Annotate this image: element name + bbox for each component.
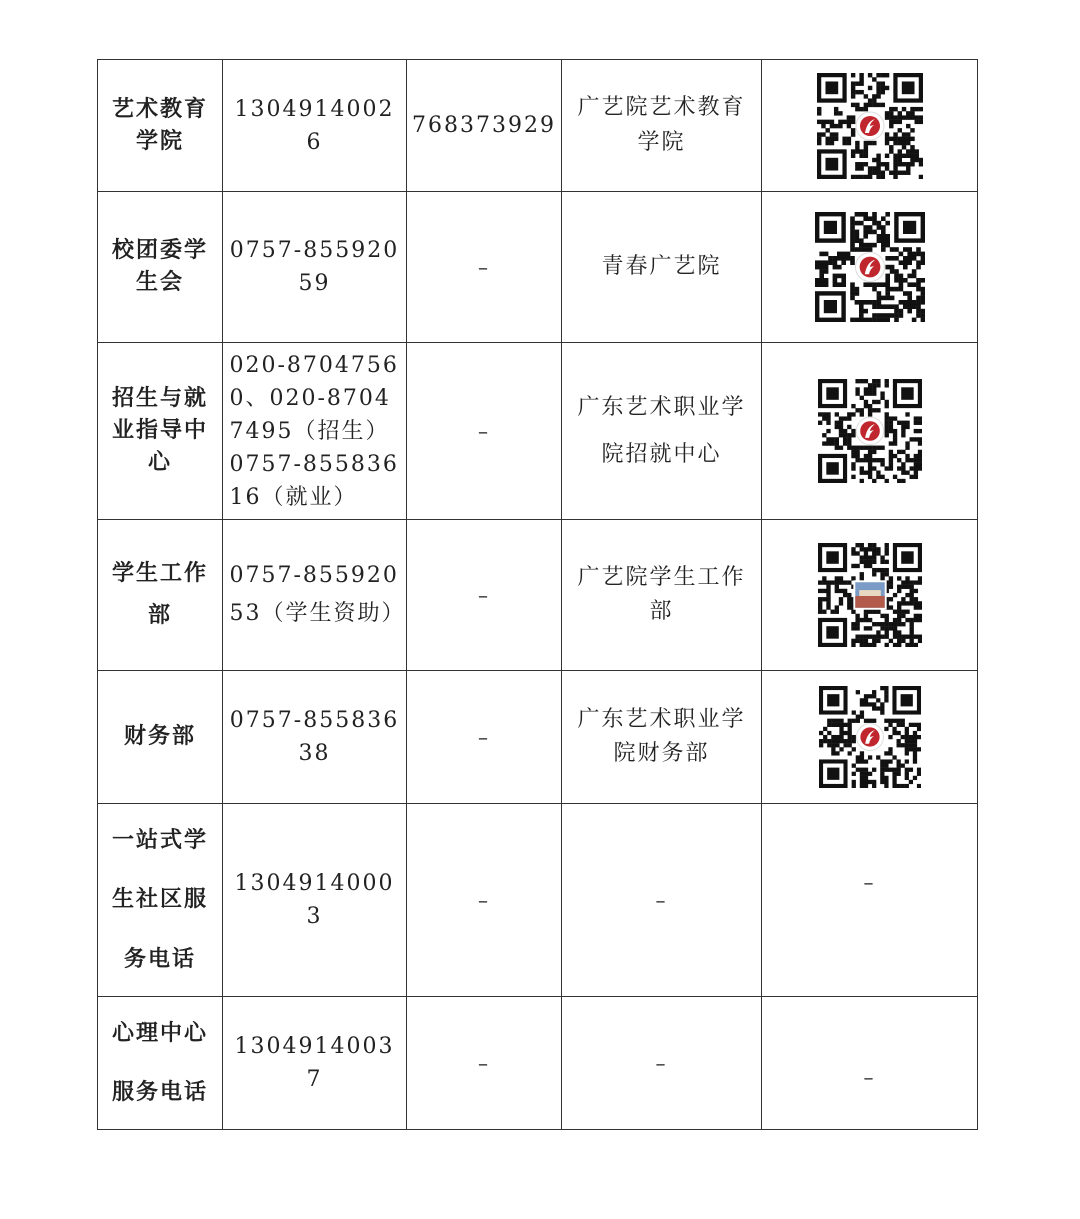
- department-cell: 财务部: [98, 671, 223, 804]
- contact-table: [97, 59, 978, 1130]
- table-row: [98, 60, 978, 192]
- department-cell: 学生工作部: [98, 520, 223, 671]
- qr-code-icon: [818, 379, 922, 483]
- department-cell: 一站式学生社区服务电话: [98, 804, 223, 997]
- qr-cell: –: [762, 804, 978, 997]
- account-cell: 广艺院艺术教育学院: [562, 60, 762, 192]
- account-cell: 广东艺术职业学院招就中心: [562, 343, 762, 520]
- account-cell: 青春广艺院: [562, 192, 762, 343]
- qq-cell: –: [407, 671, 562, 804]
- qq-cell: –: [407, 804, 562, 997]
- department-cell: 艺术教育学院: [98, 60, 223, 192]
- qq-cell: –: [407, 520, 562, 671]
- account-cell: –: [562, 804, 762, 997]
- qr-cell: [762, 520, 978, 671]
- phone-cell: 13049140037: [223, 997, 407, 1130]
- account-cell: –: [562, 997, 762, 1130]
- phone-cell: 13049140003: [223, 804, 407, 997]
- table-row: [98, 804, 978, 997]
- qr-code-icon: [815, 212, 925, 322]
- department-cell: 心理中心服务电话: [98, 997, 223, 1130]
- phone-cell: 0757-85592053（学生资助）: [223, 520, 407, 671]
- qq-cell: –: [407, 343, 562, 520]
- qq-cell: 768373929: [407, 60, 562, 192]
- qr-code-icon: [818, 543, 922, 647]
- table-row: [98, 671, 978, 804]
- qr-cell: [762, 343, 978, 520]
- account-cell: 广艺院学生工作部: [562, 520, 762, 671]
- table-row: [98, 343, 978, 520]
- qr-cell: [762, 192, 978, 343]
- qr-cell: [762, 60, 978, 192]
- table-row: [98, 520, 978, 671]
- qr-cell: –: [762, 997, 978, 1130]
- qr-code-icon: [817, 73, 923, 179]
- department-cell: 校团委学生会: [98, 192, 223, 343]
- qr-cell: [762, 671, 978, 804]
- phone-cell: 0757-85592059: [223, 192, 407, 343]
- phone-cell: 0757-85583638: [223, 671, 407, 804]
- table-row: [98, 192, 978, 343]
- qr-code-icon: [819, 686, 921, 788]
- qq-cell: –: [407, 997, 562, 1130]
- table-row: [98, 997, 978, 1130]
- account-cell: 广东艺术职业学院财务部: [562, 671, 762, 804]
- phone-cell: 13049140026: [223, 60, 407, 192]
- phone-cell: 020-87047560、020-87047495（招生）0757-85583616（就业）: [223, 343, 407, 520]
- department-cell: 招生与就业指导中心: [98, 343, 223, 520]
- qq-cell: –: [407, 192, 562, 343]
